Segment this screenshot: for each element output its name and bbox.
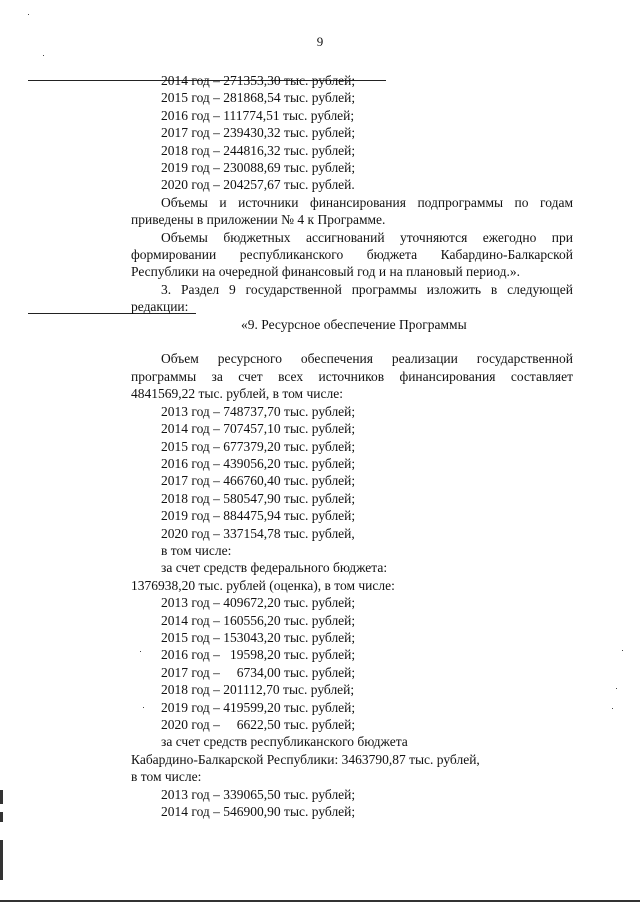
paragraph-line: Объемы бюджетных ассигнований уточняются ежегодно при: [161, 229, 573, 245]
funding-line: 2013 год – 409672,20 тыс. рублей;: [161, 595, 356, 611]
section-heading: «9. Ресурсное обеспечение Программы: [241, 316, 467, 332]
funding-line: 2020 год – 204257,67 тыс. рублей.: [161, 177, 355, 193]
funding-line: 2014 год – 160556,20 тыс. рублей;: [161, 612, 356, 628]
paragraph-line: в том числе:: [131, 769, 202, 785]
scan-speck: [43, 55, 44, 56]
funding-line: 2020 год – 6622,50 тыс. рублей;: [161, 717, 356, 733]
funding-line: 2017 год – 6734,00 тыс. рублей;: [161, 664, 356, 680]
scan-margin-mark: [0, 790, 3, 804]
funding-line: 2016 год – 439056,20 тыс. рублей;: [161, 455, 356, 471]
scan-margin-mark: [0, 840, 3, 880]
funding-line: 2020 год – 337154,78 тыс. рублей,: [161, 525, 355, 541]
scan-speck: [622, 650, 623, 651]
funding-line: 2018 год – 244816,32 тыс. рублей;: [161, 142, 356, 158]
funding-line: 2019 год – 230088,69 тыс. рублей;: [161, 160, 356, 176]
funding-line: 2016 год – 19598,20 тыс. рублей;: [161, 647, 356, 663]
paragraph-line: Кабардино-Балкарской Республики: 3463790,87 тыс. рублей,: [131, 751, 480, 767]
paragraph-line: 1376938,20 тыс. рублей (оценка), в том числе:: [131, 577, 395, 593]
funding-line: 2015 год – 153043,20 тыс. рублей;: [161, 629, 356, 645]
funding-line: 2014 год – 271353,30 тыс. рублей;: [161, 73, 356, 88]
blank-line: [131, 333, 573, 350]
funding-line: 2013 год – 339065,50 тыс. рублей;: [161, 786, 356, 802]
funding-line: 2013 год – 748737,70 тыс. рублей;: [161, 403, 356, 419]
paragraph-line: Объем ресурсного обеспечения реализации государственной: [161, 351, 573, 367]
scan-speck: [612, 708, 613, 709]
funding-line: 2015 год – 281868,54 тыс. рублей;: [161, 90, 356, 106]
paragraph-line: формировании республиканского бюджета Кабардино-Балкарской: [131, 247, 573, 263]
paragraph-line: приведены в приложении № 4 к Программе.: [131, 212, 386, 228]
paragraph-line: программы за счет всех источников финансирования составляет: [131, 368, 573, 384]
paragraph-line: 4841569,22 тыс. рублей, в том числе:: [131, 386, 343, 402]
funding-line: 2016 год – 111774,51 тыс. рублей;: [161, 107, 355, 123]
paragraph-line: Объемы и источники финансирования подпрограммы по годам: [161, 194, 573, 210]
funding-line: 2017 год – 466760,40 тыс. рублей;: [161, 473, 356, 489]
funding-line: 2018 год – 201112,70 тыс. рублей;: [161, 682, 355, 698]
scan-margin-mark: [0, 812, 3, 822]
funding-line: 2019 год – 419599,20 тыс. рублей;: [161, 699, 356, 715]
paragraph-line: за счет средств федерального бюджета:: [161, 560, 388, 576]
page-number: 9: [316, 34, 324, 49]
paragraph-line: за счет средств республиканского бюджета: [161, 734, 408, 750]
scan-speck: [28, 14, 29, 15]
paragraph-line: в том числе:: [161, 542, 232, 558]
scan-speck: [616, 688, 617, 689]
paragraph-line: Республики на очередной финансовый год и на плановый период.».: [131, 264, 520, 280]
funding-line: 2018 год – 580547,90 тыс. рублей;: [161, 490, 356, 506]
document-body: [131, 72, 573, 820]
paragraph-line: 3. Раздел 9 государственной программы изложить в следующей: [161, 281, 573, 297]
funding-line: 2017 год – 239430,32 тыс. рублей;: [161, 125, 356, 141]
paragraph-line: редакции:: [131, 299, 189, 315]
scan-rule-bottom: [0, 900, 640, 902]
funding-line: 2019 год – 884475,94 тыс. рублей;: [161, 508, 356, 524]
funding-line: 2014 год – 707457,10 тыс. рублей;: [161, 421, 356, 437]
funding-line: 2014 год – 546900,90 тыс. рублей;: [161, 804, 356, 820]
funding-line: 2015 год – 677379,20 тыс. рублей;: [161, 438, 356, 454]
